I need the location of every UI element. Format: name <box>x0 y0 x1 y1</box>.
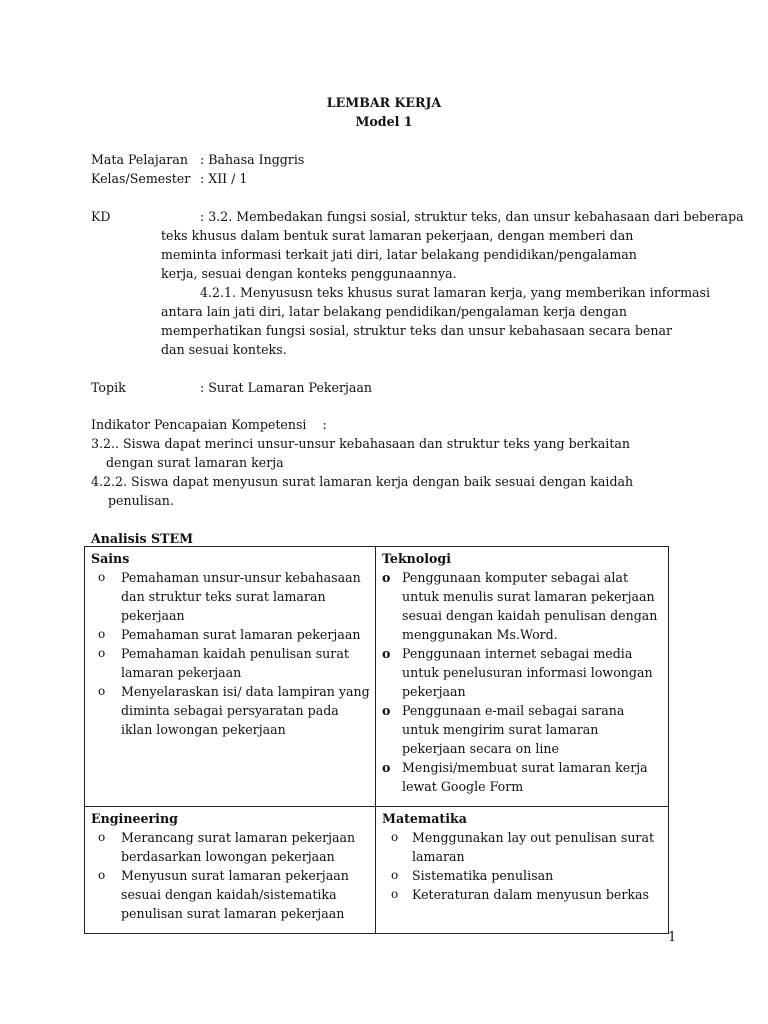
item-text: Pemahaman surat lamaran pekerjaan <box>121 627 361 642</box>
item-text: Keteraturan dalam menyusun berkas <box>412 887 649 902</box>
engineering-title: Engineering <box>91 811 178 826</box>
indicator-line: penulisan. <box>108 493 174 508</box>
teknologi-title: Teknologi <box>382 551 451 566</box>
list-item <box>91 625 371 644</box>
indicators-label: Indikator Pencapaian Kompetensi : <box>91 417 327 432</box>
circle-bullet-icon: o <box>98 627 106 641</box>
item-text: Menyusun surat lamaran pekerjaan sesuai dengan kaidah/sistematika penulisan surat lamaran pekerjaan <box>121 868 349 921</box>
list-item <box>91 866 371 923</box>
list-item <box>91 568 371 625</box>
class-label: Kelas/Semester <box>91 171 191 186</box>
kd-line: teks khusus dalam bentuk surat lamaran pekerjaan, dengan memberi dan <box>161 228 634 243</box>
list-item <box>91 828 371 866</box>
item-text: Pemahaman unsur-unsur kebahasaan dan struktur teks surat lamaran pekerjaan <box>121 570 361 623</box>
engineering-list <box>91 828 371 923</box>
circle-bullet-icon: o <box>382 646 391 661</box>
teknologi-list <box>382 568 664 796</box>
indicator-line: 3.2.. Siswa dapat merinci unsur-unsur kebahasaan dan struktur teks yang berkaitan <box>91 436 631 451</box>
indicator-line: 4.2.2. Siswa dapat menyusun surat lamaran kerja dengan baik sesuai dengan kaidah <box>91 474 634 489</box>
sains-list <box>91 568 371 739</box>
item-text: Pemahaman kaidah penulisan surat lamaran pekerjaan <box>121 646 349 680</box>
list-item <box>382 644 664 701</box>
stem-table <box>84 546 669 934</box>
circle-bullet-icon: o <box>382 703 391 718</box>
list-item <box>382 701 664 758</box>
document-title: LEMBAR KERJA <box>326 95 442 110</box>
item-text: Penggunaan e-mail sebagai sarana untuk mengirim surat lamaran pekerjaan secara on line <box>402 703 625 756</box>
matematika-title: Matematika <box>382 811 467 826</box>
list-item <box>91 682 371 739</box>
document-subtitle: Model 1 <box>355 114 413 129</box>
indicator-line: dengan surat lamaran kerja <box>106 455 284 470</box>
kd-line: 4.2.1. Menyususn teks khusus surat lamaran kerja, yang memberikan informasi <box>200 285 711 300</box>
sains-title: Sains <box>91 551 130 566</box>
matematika-list <box>382 828 664 904</box>
kd-line: antara lain jati diri, latar belakang pendidikan/pengalaman kerja dengan <box>161 304 627 319</box>
circle-bullet-icon: o <box>382 760 391 775</box>
kd-line: : 3.2. Membedakan fungsi sosial, struktur teks, dan unsur kebahasaan dari beberapa <box>200 209 744 224</box>
list-item <box>382 758 664 796</box>
item-text: Mengisi/membuat surat lamaran kerja lewat Google Form <box>402 760 648 794</box>
circle-bullet-icon: o <box>98 684 106 698</box>
circle-bullet-icon: o <box>391 868 399 882</box>
topic-label: Topik <box>91 380 126 395</box>
engineering-cell <box>85 807 376 934</box>
list-item <box>382 866 664 885</box>
list-item <box>91 644 371 682</box>
list-item <box>382 828 664 866</box>
teknologi-cell <box>376 547 669 807</box>
matematika-cell <box>376 807 669 934</box>
circle-bullet-icon: o <box>98 868 106 882</box>
stem-heading: Analisis STEM <box>91 531 194 546</box>
topic-value: : Surat Lamaran Pekerjaan <box>200 380 373 395</box>
kd-line: kerja, sesuai dengan konteks penggunaannya. <box>161 266 457 281</box>
circle-bullet-icon: o <box>98 646 106 660</box>
kd-line: meminta informasi terkait jati diri, latar belakang pendidikan/pengalaman <box>161 247 637 262</box>
list-item <box>382 568 664 644</box>
list-item <box>382 885 664 904</box>
circle-bullet-icon: o <box>391 887 399 901</box>
item-text: Penggunaan internet sebagai media untuk penelusuran informasi lowongan pekerjaan <box>402 646 653 699</box>
circle-bullet-icon: o <box>391 830 399 844</box>
kd-line: dan sesuai konteks. <box>161 342 287 357</box>
item-text: Sistematika penulisan <box>412 868 554 883</box>
subject-value: : Bahasa Inggris <box>200 152 305 167</box>
item-text: Menggunakan lay out penulisan surat lamaran <box>412 830 655 864</box>
class-value: : XII / 1 <box>200 171 248 186</box>
kd-label: KD <box>91 209 111 224</box>
kd-line: memperhatikan fungsi sosial, struktur teks dan unsur kebahasaan secara benar <box>161 323 672 338</box>
circle-bullet-icon: o <box>382 570 391 585</box>
page-number: 1 <box>668 930 677 945</box>
sains-cell <box>85 547 376 807</box>
subject-label: Mata Pelajaran <box>91 152 188 167</box>
item-text: Penggunaan komputer sebagai alat untuk menulis surat lamaran pekerjaan sesuai dengan kaidah penulisan dengan menggunakan Ms.Word. <box>402 570 658 642</box>
circle-bullet-icon: o <box>98 570 106 584</box>
item-text: Merancang surat lamaran pekerjaan berdasarkan lowongan pekerjaan <box>121 830 356 864</box>
item-text: Menyelaraskan isi/ data lampiran yang diminta sebagai persyaratan pada iklan lowongan pekerjaan <box>121 684 370 737</box>
circle-bullet-icon: o <box>98 830 106 844</box>
